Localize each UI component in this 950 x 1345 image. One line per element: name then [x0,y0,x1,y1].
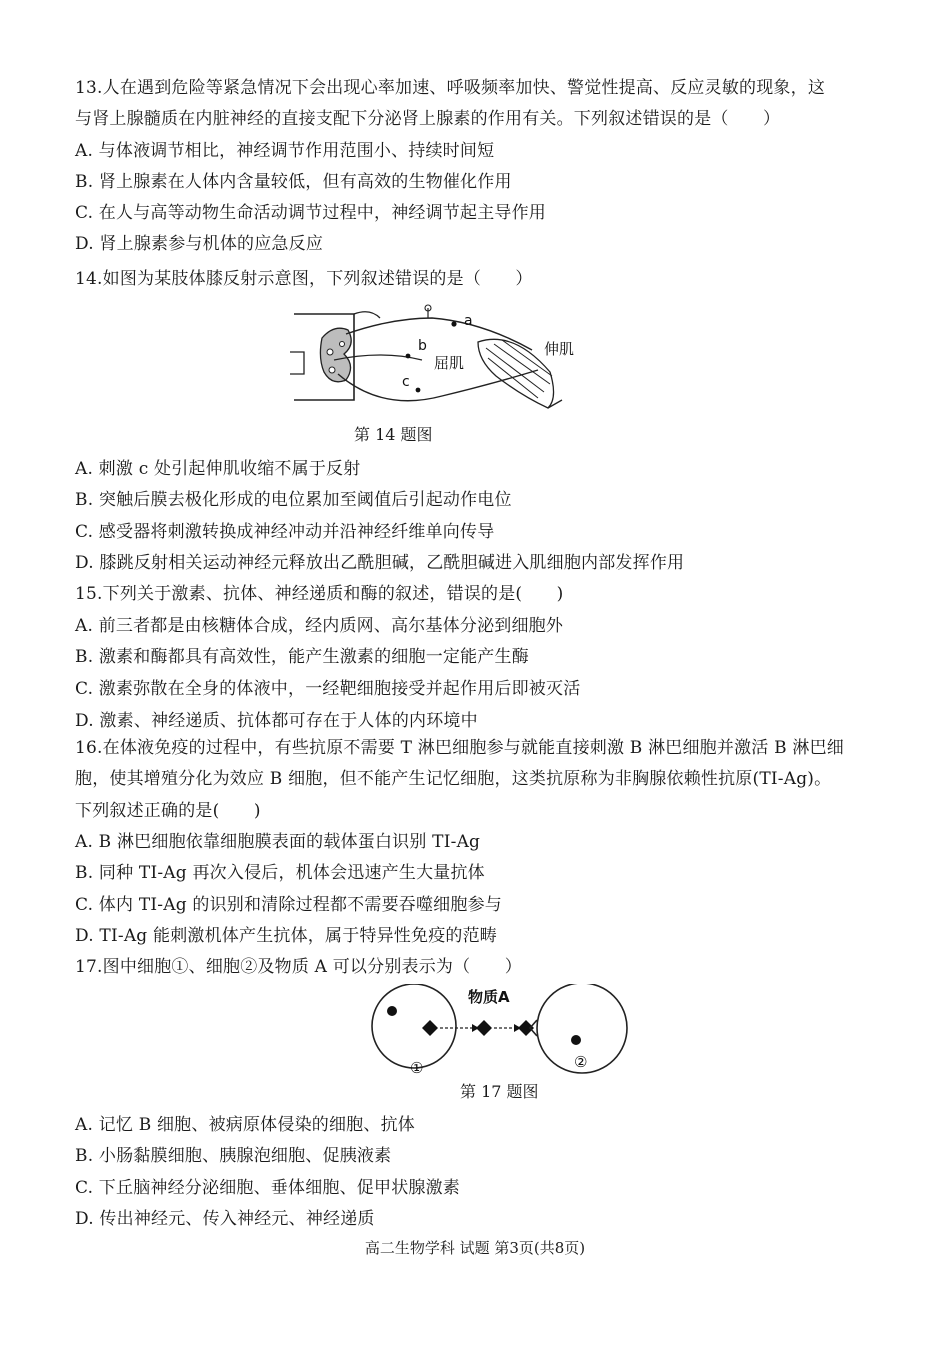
q16-option-d: D. TI-Ag 能刺激机体产生抗体，属于特异性免疫的范畴 [75,926,497,946]
fig14-label-b: b [418,338,427,354]
q17-option-b: B. 小肠黏膜细胞、胰腺泡细胞、促胰液素 [75,1146,392,1166]
q14-option-c: C. 感受器将刺激转换成神经冲动并沿神经纤维单向传导 [75,522,495,542]
q15-option-c: C. 激素弥散在全身的体液中，一经靶细胞接受并起作用后即被灭活 [75,679,581,699]
fig17-label-cell1: ① [410,1059,424,1076]
q16-stem-line1: 16.在体液免疫的过程中，有些抗原不需要 T 淋巴细胞参与就能直接刺激 B 淋巴细胞并激活 B 淋巴细 [75,738,844,758]
q13-option-d: D. 肾上腺素参与机体的应急反应 [75,234,324,254]
q14-figure-caption: 第 14 题图 [354,425,433,444]
page-footer: 高二生物学科 试题 第3页(共8页) [364,1239,586,1257]
q16-option-b: B. 同种 TI-Ag 再次入侵后，机体会迅速产生大量抗体 [75,863,485,883]
fig14-label-a: a [464,313,473,329]
knee-reflex-figure [282,300,592,418]
q16-stem-line3: 下列叙述正确的是( ) [75,801,261,821]
fig17-label-substance-a: 物质A [468,988,510,1006]
q17-option-d: D. 传出神经元、传入神经元、神经递质 [75,1209,375,1229]
q13-stem-line1: 13.人在遇到危险等紧急情况下会出现心率加速、呼吸频率加快、警觉性提高、反应灵敏的现象，这 [75,78,826,98]
q14-stem: 14.如图为某肢体膝反射示意图，下列叙述错误的是（ ） [75,269,533,289]
q13-option-c: C. 在人与高等动物生命活动调节过程中，神经调节起主导作用 [75,203,547,223]
q14-option-d: D. 膝跳反射相关运动神经元释放出乙酰胆碱，乙酰胆碱进入肌细胞内部发挥作用 [75,553,685,573]
q13-stem-line2: 与肾上腺髓质在内脏神经的直接支配下分泌肾上腺素的作用有关。下列叙述错误的是（ ） [75,109,781,129]
q17-figure-caption: 第 17 题图 [460,1082,539,1101]
fig17-label-cell2: ② [574,1053,588,1071]
q15-option-a: A. 前三者都是由核糖体合成，经内质网、高尔基体分泌到细胞外 [75,616,564,636]
q15-option-d: D. 激素、神经递质、抗体都可存在于人体的内环境中 [75,711,478,731]
cell-signal-figure [364,984,634,1076]
fig14-label-flexor: 屈肌 [434,354,465,372]
q14-option-a: A. 刺激 c 处引起伸肌收缩不属于反射 [75,459,361,479]
q16-stem-line2: 胞，使其增殖分化为效应 B 细胞，但不能产生记忆细胞，这类抗原称为非胸腺依赖性抗原(TI-Ag)。 [75,769,832,789]
q16-option-c: C. 体内 TI-Ag 的识别和清除过程都不需要吞噬细胞参与 [75,895,502,915]
q15-stem: 15.下列关于激素、抗体、神经递质和酶的叙述，错误的是( ) [75,584,564,604]
fig14-label-extensor: 伸肌 [544,340,575,358]
fig14-label-c: c [402,374,410,390]
q13-option-a: A. 与体液调节相比，神经调节作用范围小、持续时间短 [75,141,495,161]
q13-option-b: B. 肾上腺素在人体内含量较低，但有高效的生物催化作用 [75,172,512,192]
q15-option-b: B. 激素和酶都具有高效性，能产生激素的细胞一定能产生酶 [75,647,529,667]
q16-option-a: A. B 淋巴细胞依靠细胞膜表面的载体蛋白识别 TI-Ag [75,832,481,852]
q17-stem: 17.图中细胞①、细胞②及物质 A 可以分别表示为（ ） [75,957,522,977]
q14-option-b: B. 突触后膜去极化形成的电位累加至阈值后引起动作电位 [75,490,512,510]
q17-option-c: C. 下丘脑神经分泌细胞、垂体细胞、促甲状腺激素 [75,1178,461,1198]
q17-option-a: A. 记忆 B 细胞、被病原体侵染的细胞、抗体 [75,1115,415,1135]
